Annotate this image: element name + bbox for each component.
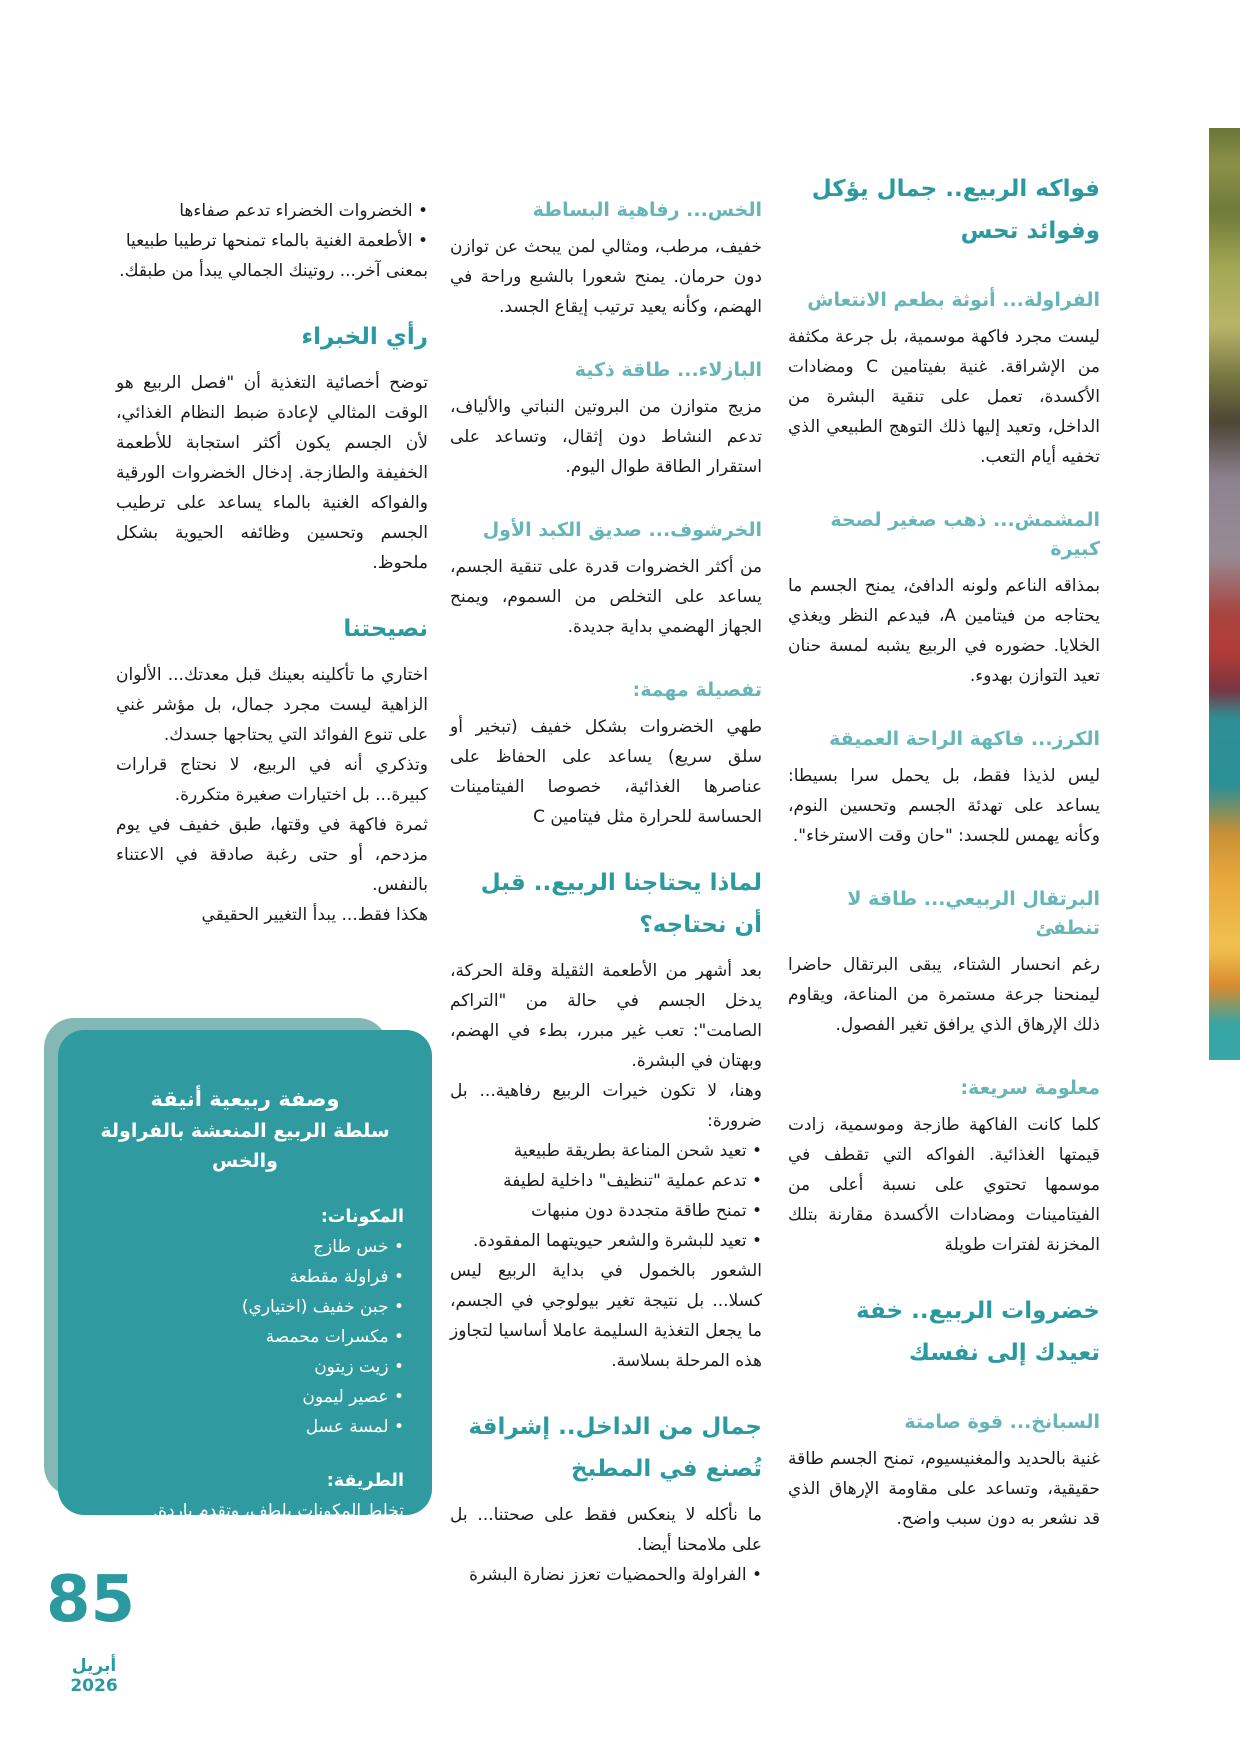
ingredient-item: • فراولة مقطعة (289, 1267, 404, 1287)
orange-subheading: البرتقال الربيعي... طاقة لا تنطفئ (847, 888, 1100, 939)
fruit-photo-gradient (1209, 128, 1240, 1060)
bullet-item: • الفراولة والحمضيات تعزز نضارة البشرة (469, 1565, 762, 1585)
method-label: الطريقة: (326, 1471, 404, 1491)
cherry-subheading: الكرز... فاكهة الراحة العميقة (829, 728, 1100, 750)
paragraph: غنية بالحديد والمغنيسيوم، تمنح الجسم طاقة حقيقية، وتساعد على مقاومة الإرهاق الذي قد نشعر به دون سبب واضح. (788, 1449, 1100, 1529)
paragraph: من أكثر الخضروات قدرة على تنقية الجسم، يساعد على التخلص من السموم، ويمنح الجهاز الهضمي بداية جديدة. (450, 557, 762, 637)
recipe-title: وصفة ربيعية أنيقة (150, 1087, 340, 1111)
spinach-subheading: السبانخ... قوة صامتة (904, 1411, 1100, 1433)
paragraph: بمعنى آخر... روتينك الجمالي يبدأ من طبقك. (119, 261, 428, 281)
column-experts-advice (116, 196, 428, 930)
paragraph: توضح أخصائية التغذية أن "فصل الربيع هو الوقت المثالي لإعادة ضبط النظام الغذائي، لأن الجسم يكون أكثر استجابة للأطعمة الخفيفة والطازجة. إدخال الخضروات الورقية والفواكه الغنية بالماء يساعد على ترطيب الجسم وتحسين وظائفه الحيوية بشكل ملحوظ. (116, 373, 428, 573)
paragraph: مزيج متوازن من البروتين النباتي والألياف، تدعم النشاط دون إثقال، وتساعد على استقرار الطاقة طوال اليوم. (450, 397, 762, 477)
paragraph: هكذا فقط... يبدأ التغيير الحقيقي (201, 905, 428, 925)
paragraph: ليس لذيذا فقط، بل يحمل سرا بسيطا: يساعد على تهدئة الجسم وتحسين النوم، وكأنه يهمس للجسد: "حان وقت الاسترخاء". (788, 766, 1100, 846)
paragraph: وتذكري أنه في الربيع، لا نحتاج قرارات كبيرة... بل اختيارات صغيرة متكررة. (116, 755, 428, 805)
our-advice-heading: نصيحتنا (343, 616, 428, 642)
paragraph: بمذاقه الناعم ولونه الدافئ، يمنح الجسم ما يحتاجه من فيتامين A، فيدعم النظر ويغذي الخلايا. حضوره في الربيع يشبه لمسة حنان تعيد التوازن بهدوء. (788, 576, 1100, 686)
peas-subheading: البازلاء... طاقة ذكية (574, 359, 762, 381)
paragraph: ثمرة فاكهة في وقتها، طبق خفيف في يوم مزدحم، أو حتى رغبة صادقة في الاعتناء بالنفس. (116, 815, 428, 895)
why-spring-heading: لماذا يحتاجنا الربيع.. قبل أن نحتاجه؟ (480, 870, 762, 938)
paragraph: ليست مجرد فاكهة موسمية، بل جرعة مكثفة من الإشراقة. غنية بفيتامين C ومضادات الأكسدة، تعمل على تنقية البشرة من الداخل، وتعيد إليها ذلك التوهج الطبيعي الذي تخفيه أيام التعب. (788, 327, 1100, 467)
apricot-subheading: المشمش... ذهب صغير لصحة كبيرة (830, 509, 1100, 560)
paragraph: ما نأكله لا ينعكس فقط على صحتنا... بل على ملامحنا أيضا. (450, 1505, 762, 1555)
paragraph: الشعور بالخمول في بداية الربيع ليس كسلا... بل نتيجة تغير بيولوجي في الجسم، ما يجعل التغذية السليمة عاملا أساسيا لتجاوز هذه المرحلة بسلاسة. (450, 1261, 762, 1371)
spring-fruits-heading: فواكه الربيع.. جمال يؤكل وفوائد تحس (811, 176, 1100, 244)
bullet-item: • تدعم عملية "تنظيف" داخلية لطيفة (503, 1171, 762, 1191)
bullet-item: • تمنح طاقة متجددة دون منبهات (531, 1201, 762, 1221)
column-spring-vegetables (450, 196, 762, 1590)
ingredient-item: • مكسرات محمصة (265, 1327, 404, 1347)
paragraph: وهنا، لا تكون خيرات الربيع رفاهية... بل ضرورة: (450, 1081, 762, 1131)
ingredient-item: • لمسة عسل (305, 1417, 404, 1437)
paragraph: بعد أشهر من الأطعمة الثقيلة وقلة الحركة، يدخل الجسم في حالة من "التراكم الصامت": تعب غير مبرر، بطء في الهضم، وبهتان في البشرة. (450, 961, 762, 1071)
important-detail-subheading: تفصيلة مهمة: (632, 679, 762, 701)
lettuce-subheading: الخس... رفاهية البساطة (532, 199, 762, 221)
paragraph: رغم انحسار الشتاء، يبقى البرتقال حاضرا ليمنحنا جرعة مستمرة من المناعة، ويقاوم ذلك الإرهاق الذي يرافق تغير الفصول. (788, 955, 1100, 1035)
beauty-from-within-heading: جمال من الداخل.. إشراقة تُصنع في المطبخ (468, 1414, 762, 1482)
quick-fact-subheading: معلومة سريعة: (960, 1077, 1100, 1099)
artichoke-subheading: الخرشوف... صديق الكبد الأول (482, 519, 762, 541)
bullet-item: • الخضروات الخضراء تدعم صفاءها (179, 201, 428, 221)
bullet-item: • تعيد للبشرة والشعر حيويتهما المفقودة. (473, 1231, 762, 1251)
issue-date: أبريل 2026 (70, 1656, 118, 1696)
ingredient-item: • زيت زيتون (314, 1357, 404, 1377)
bullet-item: • تعيد شحن المناعة بطريقة طبيعية (513, 1141, 762, 1161)
bullet-item: • الأطعمة الغنية بالماء تمنحها ترطيبا طبيعيا (125, 231, 428, 251)
paragraph: خفيف، مرطب، ومثالي لمن يبحث عن توازن دون حرمان. يمنح شعورا بالشبع وراحة في الهضم، وكأنه يعيد ترتيب إيقاع الجسد. (450, 237, 762, 317)
paragraph: كلما كانت الفاكهة طازجة وموسمية، زادت قيمتها الغذائية. الفواكه التي تقطف في موسمها تحتوي على نسبة أعلى من الفيتامينات ومضادات الأكسدة مقارنة بتلك المخزنة لفترات طويلة (788, 1115, 1100, 1255)
method-steps (86, 1496, 404, 1556)
ingredient-item: • جبن خفيف (اختياري) (241, 1297, 404, 1317)
column-spring-fruits (788, 168, 1100, 1534)
page-number: 85 (46, 1563, 136, 1637)
recipe-subtitle: سلطة الربيع المنعشة بالفراولة والخس (100, 1120, 390, 1172)
ingredients-label: المكونات: (320, 1207, 404, 1227)
experts-opinion-heading: رأي الخبراء (301, 324, 428, 350)
method-line: تخلط المكونات بلطف، وتقدم باردة. (152, 1501, 404, 1521)
ingredients-list (86, 1232, 404, 1442)
fruit-photo-strip (1209, 128, 1240, 1060)
strawberry-subheading: الفراولة... أنوثة بطعم الانتعاش (807, 289, 1100, 311)
ingredient-item: • خس طازج (313, 1237, 404, 1257)
recipe-card (58, 1030, 432, 1551)
spring-vegetables-heading: خضروات الربيع.. خفة تعيدك إلى نفسك (856, 1298, 1100, 1366)
paragraph: اختاري ما تأكلينه بعينك قبل معدتك... الألوان الزاهية ليست مجرد جمال، بل مؤشر غني على تنوع الفوائد التي يحتاجها جسدك. (116, 665, 428, 745)
method-line: وجبة خفيفة، أنيقة، ومثالية لأيام الربيع (143, 1531, 404, 1551)
paragraph: طهي الخضروات بشكل خفيف (تبخير أو سلق سريع) يساعد على الحفاظ على عناصرها الغذائية، خصوصا الفيتامينات الحساسة للحرارة مثل فيتامين C (450, 717, 762, 827)
ingredient-item: • عصير ليمون (302, 1387, 404, 1407)
